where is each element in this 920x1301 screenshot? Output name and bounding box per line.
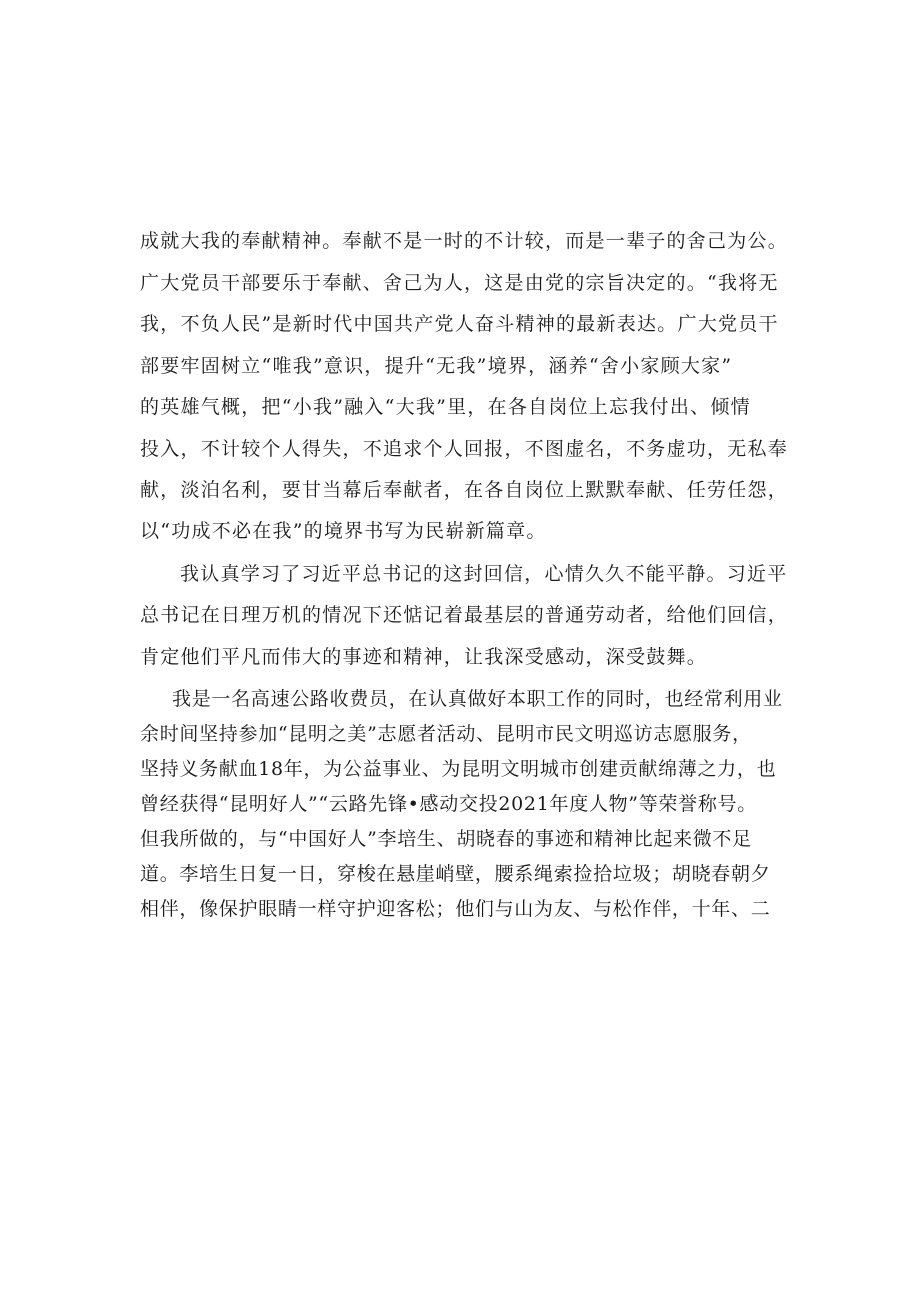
text-line: 总书记在日理万机的情况下还惦记着最基层的普通劳动者，给他们回信， [140, 604, 789, 626]
text-line: 道。李培生日复一日，穿梭在悬崖峭壁，腰系绳索捡拾垃圾；胡晓春朝夕 [140, 863, 771, 885]
text-line: 我是一名高速公路收费员，在认真做好本职工作的同时，也经常利用业 [172, 688, 783, 710]
text-line: 广大党员干部要乐于奉献、舍己为人，这是由党的宗旨决定的。“我将无 [140, 272, 779, 294]
text-line: 曾经获得“昆明好人”“云路先锋•感动交投2021年度人物”等荣誉称号。 [140, 793, 757, 815]
text-line: 以“功成不必在我”的境界书写为民崭新篇章。 [140, 520, 547, 542]
text-line: 肯定他们平凡而伟大的事迹和精神，让我深受感动，深受鼓舞。 [140, 646, 708, 668]
text-line: 余时间坚持参加“昆明之美”志愿者活动、昆明市民文明巡访志愿服务， [140, 723, 752, 745]
text-line: 献，淡泊名利，要甘当幕后奉献者，在各自岗位上默默奉献、任劳任怨， [140, 479, 789, 501]
text-line: 相伴，像保护眼睛一样守护迎客松；他们与山为友、与松作伴，十年、二 [140, 898, 771, 920]
text-line: 但我所做的，与“中国好人”李培生、胡晓春的事迹和精神比起来微不足 [140, 828, 752, 850]
text-line: 我，不负人民”是新时代中国共产党人奋斗精神的最新表达。广大党员干 [140, 313, 779, 335]
text-line: 坚持义务献血18年，为公益事业、为昆明文明城市创建贡献绵薄之力，也 [140, 758, 777, 780]
text-line: 投入，不计较个人得失，不追求个人回报，不图虚名，不务虚功，无私奉 [140, 438, 789, 460]
text-line: 部要牢固树立“唯我”意识，提升“无我”境界，涵养“舍小家顾大家” [140, 355, 733, 377]
text-line: 的英雄气概，把“小我”融入“大我”里，在各自岗位上忘我付出、倾情 [140, 396, 751, 418]
text-line: 成就大我的奉献精神。奉献不是一时的不计较，而是一辈子的舍己为公。 [140, 230, 789, 252]
text-line: 我认真学习了习近平总书记的这封回信，心情久久不能平静。习近平 [180, 563, 788, 585]
